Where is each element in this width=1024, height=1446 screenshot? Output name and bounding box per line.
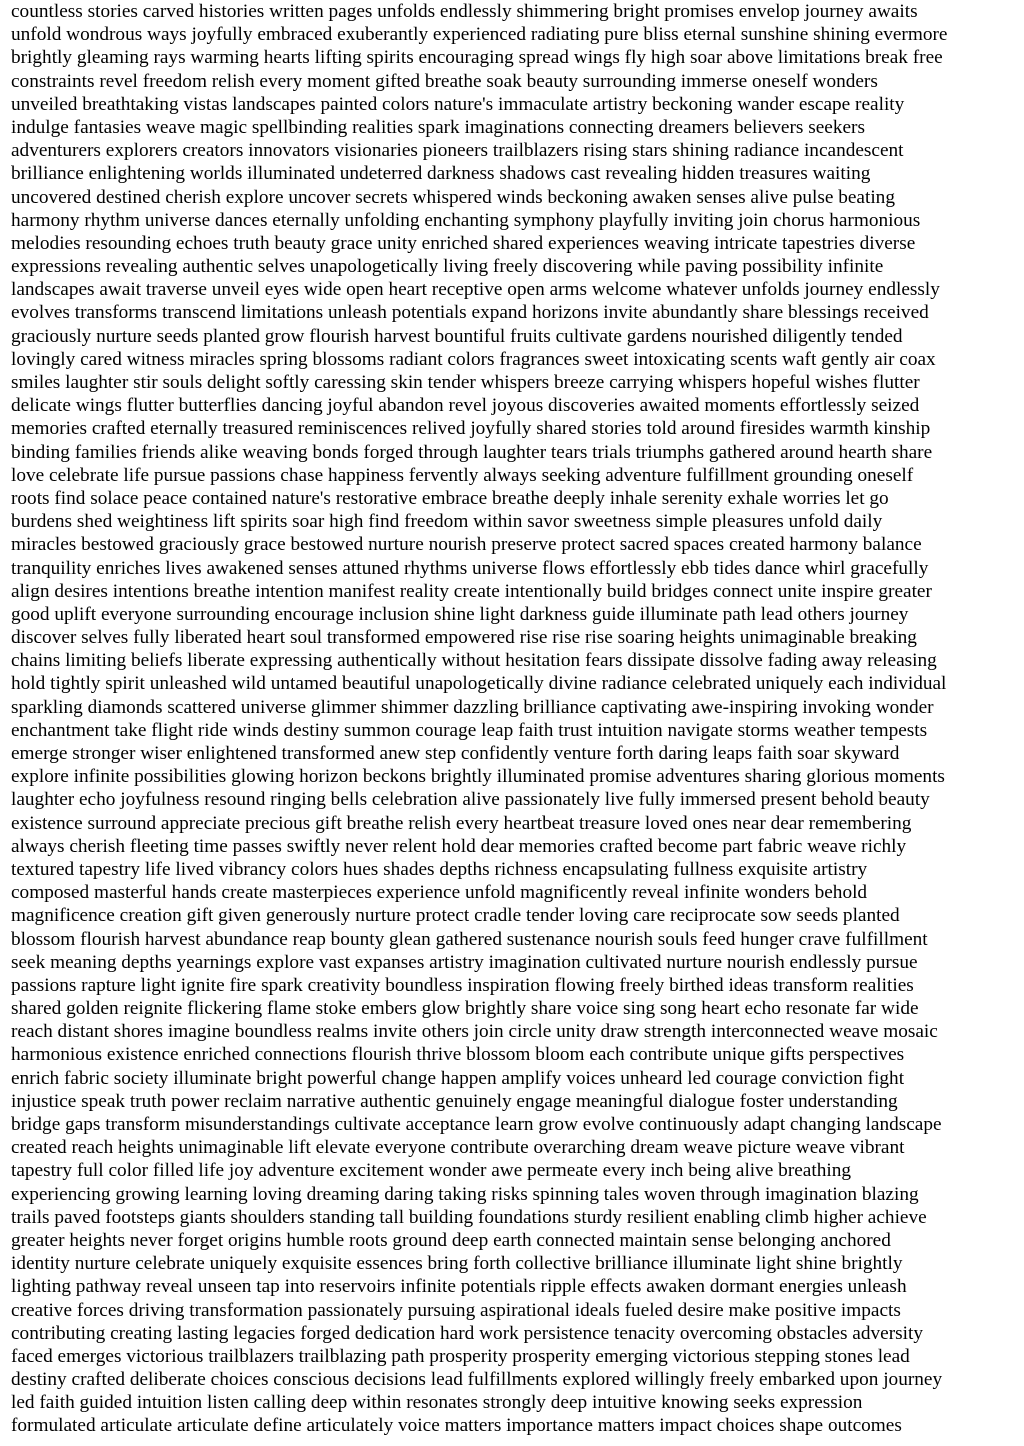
text-line-61: led faith guided intuition listen calling deep within resonates strongly deep intuitive knowing seeks expression xyxy=(11,1392,863,1414)
text-line-9: uncovered destined cherish explore uncover secrets whispered winds beckoning awaken senses alive pulse beating xyxy=(11,186,895,208)
text-line-39: composed masterful hands create masterpieces experience unfold magnificently reveal infinite wonders behold xyxy=(11,882,868,904)
text-line-49: bridge gaps transform misunderstandings cultivate acceptance learn grow evolve continuously adapt changing landscape xyxy=(11,1114,942,1135)
text-line-28: discover selves fully liberated heart soul transformed empowered rise rise rise soaring heights unimaginable breaking xyxy=(11,627,917,649)
text-line-36: existence surround appreciate precious gift breathe relish every heartbeat treasure loved ones near dear remembering xyxy=(11,812,912,834)
text-line-41: blossom flourish harvest abundance reap bounty glean gathered sustenance nourish souls feed hunger crave fulfillment xyxy=(11,928,928,950)
text-line-53: trails paved footsteps giants shoulders standing tall building foundations sturdy resilient enabling climb higher achieve xyxy=(11,1206,927,1228)
text-line-34: explore infinite possibilities glowing horizon beckons brightly illuminated promise adventures sharing glorious moments xyxy=(11,766,945,788)
text-line-44: shared golden reignite flickering flame stoke embers glow brightly share voice sing song heart echo resonate far wide xyxy=(11,998,919,1020)
text-line-22: roots find solace peace contained nature's restorative embrace breathe deeply inhale serenity exhale worries let go xyxy=(11,487,889,509)
text-line-20: binding families friends alike weaving bonds forged through laughter tears trials triumphs gathered around hearth share xyxy=(11,441,933,463)
text-line-21: love celebrate life pursue passions chase happiness fervently always seeking adventure fulfillment grounding oneself xyxy=(11,464,914,486)
text-line-59: faced emerges victorious trailblazers trailblazing path prosperity prosperity emerging victorious stepping stones lead xyxy=(11,1345,910,1367)
text-line-17: smiles laughter stir souls delight softly caressing skin tender whispers breeze carrying whispers hopeful wishes flutter xyxy=(11,372,920,393)
text-line-26: align desires intentions breathe intention manifest reality create intentionally build bridges connect unite inspire greater xyxy=(11,580,932,602)
text-line-5: unveiled breathtaking vistas landscapes painted colors nature's immaculate artistry beckoning wander escape reality xyxy=(11,93,905,115)
text-line-11: melodies resounding echoes truth beauty grace unity enriched shared experiences weaving intricate tapestries diverse xyxy=(11,232,916,254)
text-line-13: landscapes await traverse unveil eyes wide open heart receptive open arms welcome whatever unfolds journey endlessly xyxy=(11,279,940,301)
text-line-31: sparkling diamonds scattered universe glimmer shimmer dazzling brilliance captivating awe-inspiring invoking wonder xyxy=(11,696,934,718)
text-line-56: lighting pathway reveal unseen tap into reservoirs infinite potentials ripple effects awaken dormant energies unleash xyxy=(11,1276,907,1298)
text-line-38: textured tapestry life lived vibrancy colors hues shades depths richness encapsulating fullness exquisite artistry xyxy=(11,858,868,880)
text-line-46: harmonious existence enriched connections flourish thrive blossom bloom each contribute unique gifts perspectives xyxy=(11,1044,905,1066)
text-line-24: miracles bestowed graciously grace bestowed nurture nourish preserve protect sacred spaces created harmony balance xyxy=(11,534,922,556)
text-line-25: tranquility enriches lives awakened senses attuned rhythms universe flows effortlessly ebb tides dance whirl gracefully xyxy=(11,557,929,579)
text-line-43: passions rapture light ignite fire spark creativity boundless inspiration flowing freely birthed ideas transform realities xyxy=(11,974,914,996)
text-line-30: hold tightly spirit unleashed wild untamed beautiful unapologetically divine radiance celebrated uniquely each individual xyxy=(11,673,947,695)
text-line-27: good uplift everyone surrounding encourage inclusion shine light darkness guide illuminate path lead others journey xyxy=(11,603,909,625)
text-line-55: identity nurture celebrate uniquely exquisite essences bring forth collective brilliance illuminate light shine brightly xyxy=(11,1253,903,1275)
text-line-45: reach distant shores imagine boundless realms invite others join circle unity draw strength interconnected weave mosaic xyxy=(11,1021,938,1043)
text-line-60: destiny crafted deliberate choices conscious decisions lead fulfillments explored willingly freely embarked upon journey xyxy=(11,1369,943,1391)
text-line-40: magnificence creation gift given generously nurture protect cradle tender loving care reciprocate sow seeds planted xyxy=(11,905,900,927)
text-line-50: created reach heights unimaginable lift elevate everyone contribute overarching dream weave picture weave vibrant xyxy=(11,1137,905,1159)
text-line-3: brightly gleaming rays warming hearts lifting spirits encouraging spread wings fly high soar above limitations break free xyxy=(11,47,943,69)
text-line-29: chains limiting beliefs liberate expressing authentically without hesitation fears dissipate dissolve fading away releasing xyxy=(11,650,937,672)
text-line-37: always cherish fleeting time passes swiftly never relent hold dear memories crafted become part fabric weave richly xyxy=(11,835,907,857)
text-line-10: harmony rhythm universe dances eternally unfolding enchanting symphony playfully inviting join chorus harmonious xyxy=(11,209,921,231)
text-line-8: brilliance enlightening worlds illuminated undeterred darkness shadows cast revealing hidden treasures waiting xyxy=(11,163,871,185)
text-line-4: constraints revel freedom relish every moment gifted breathe soak beauty surrounding immerse oneself wonders xyxy=(11,70,878,92)
text-line-32: enchantment take flight ride winds destiny summon courage leap faith trust intuition navigate storms weather tempests xyxy=(11,719,928,741)
text-line-48: injustice speak truth power reclaim narrative authentic genuinely engage meaningful dialogue foster understanding xyxy=(11,1090,898,1112)
text-line-15: graciously nurture seeds planted grow flourish harvest bountiful fruits cultivate gardens nourished diligently tended xyxy=(11,325,903,347)
text-line-57: creative forces driving transformation passionately pursuing aspirational ideals fueled desire make positive impacts xyxy=(11,1299,901,1321)
text-line-33: emerge stronger wiser enlightened transformed anew step confidently venture forth daring leaps faith soar skyward xyxy=(11,743,900,764)
text-line-1: countless stories carved histories written pages unfolds endlessly shimmering bright promises envelop journey awaits xyxy=(11,1,918,22)
text-line-47: enrich fabric society illuminate bright powerful change happen amplify voices unheard led courage conviction fight xyxy=(11,1067,905,1089)
text-line-35: laughter echo joyfulness resound ringing bells celebration alive passionately live fully immersed present behold beauty xyxy=(11,789,930,811)
text-line-52: experiencing growing learning loving dreaming daring taking risks spinning tales woven through imagination blazing xyxy=(11,1183,919,1205)
text-line-62: formulated articulate articulate define articulately voice matters importance matters impact choices shape outcomes xyxy=(11,1415,902,1437)
text-line-16: lovingly cared witness miracles spring blossoms radiant colors fragrances sweet intoxicating scents waft gently air coax xyxy=(11,348,936,370)
text-line-58: contributing creating lasting legacies forged dedication hard work persistence tenacity overcoming obstacles adversity xyxy=(11,1322,923,1344)
text-line-7: adventurers explorers creators innovators visionaries pioneers trailblazers rising stars shining radiance incandescent xyxy=(11,140,904,162)
text-line-12: expressions revealing authentic selves unapologetically living freely discovering while paving possibility infinite xyxy=(11,256,884,278)
text-line-18: delicate wings flutter butterflies dancing joyful abandon revel joyous discoveries awaited moments effortlessly seized xyxy=(11,395,920,417)
text-line-6: indulge fantasies weave magic spellbinding realities spark imaginations connecting dreamers believers seekers xyxy=(11,116,865,138)
text-line-23: burdens shed weightiness lift spirits soar high find freedom within savor sweetness simple pleasures unfold daily xyxy=(11,511,883,533)
text-line-51: tapestry full color filled life joy adventure excitement wonder awe permeate every inch being alive breathing xyxy=(11,1160,851,1182)
text-line-54: greater heights never forget origins humble roots ground deep earth connected maintain sense belonging anchored xyxy=(11,1229,891,1251)
text-line-2: unfold wondrous ways joyfully embraced exuberantly experienced radiating pure bliss eternal sunshine shining evermore xyxy=(11,24,948,46)
text-line-42: seek meaning depths yearnings explore vast expanses artistry imagination cultivated nurture nourish endlessly pursue xyxy=(11,951,918,973)
text-line-14: evolves transforms transcend limitations unleash potentials expand horizons invite abundantly share blessings received xyxy=(11,302,929,324)
text-line-19: memories crafted eternally treasured reminiscences relived joyfully shared stories told around firesides warmth kinship xyxy=(11,418,931,440)
